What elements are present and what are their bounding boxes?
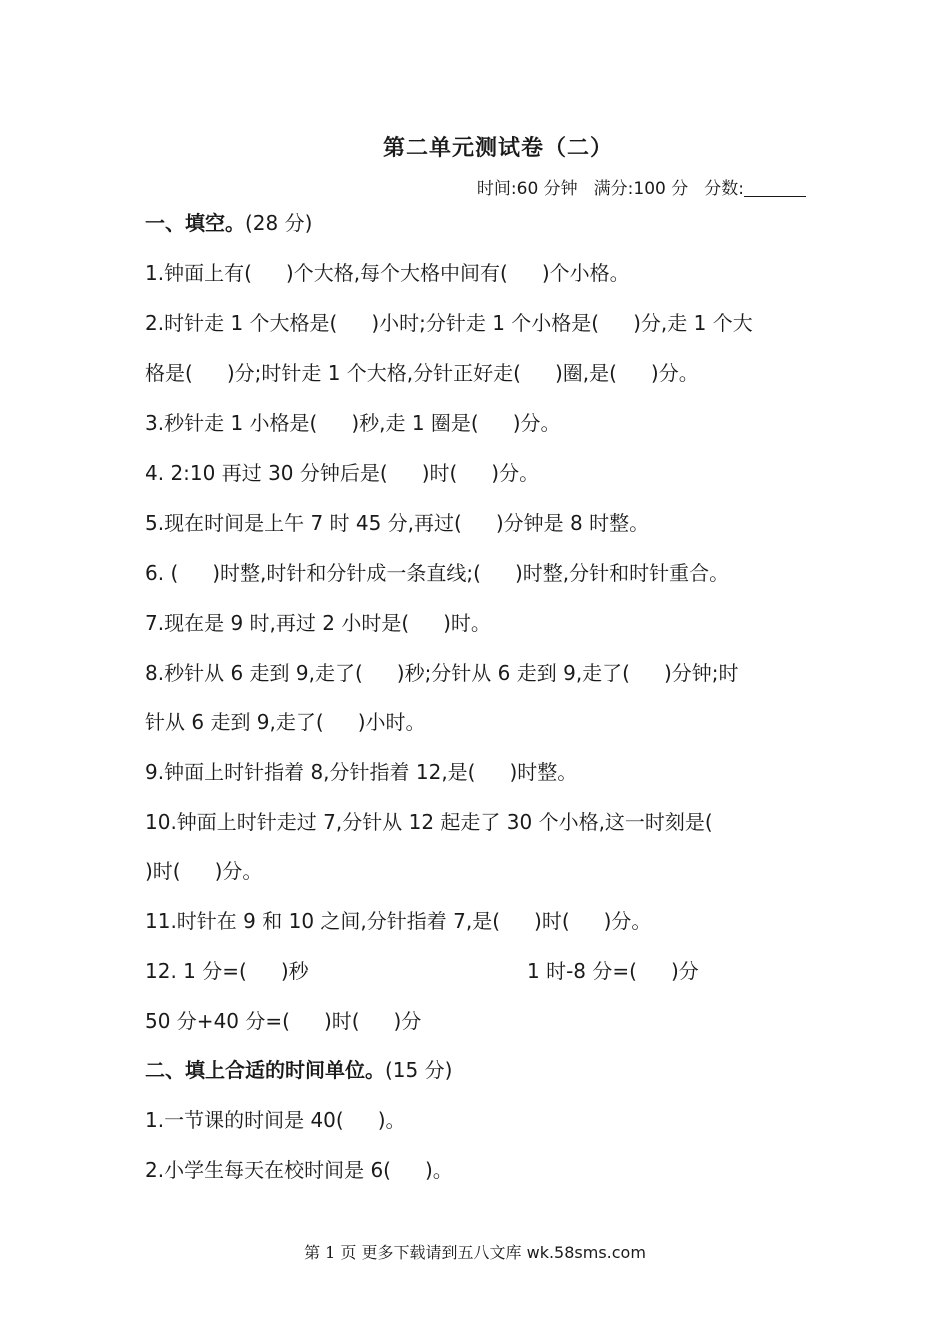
q-text: 2.小学生每天在校时间是 6( <box>145 1158 391 1182</box>
q-text: )时整,分针和时针重合。 <box>514 561 730 585</box>
q-text: 1 时-8 分=( <box>527 959 637 983</box>
question-8-line-1 <box>145 660 739 686</box>
question-8-line-2 <box>145 709 426 735</box>
q-text: )分。 <box>491 461 540 485</box>
q-text: 11.时针在 9 和 10 之间,分针指着 7,是( <box>145 909 501 933</box>
q-text: )分 <box>393 1009 422 1033</box>
q-text: 6. ( <box>145 561 179 585</box>
section-2-title: 二、填上合适的时间单位。 <box>145 1058 385 1082</box>
question-7 <box>145 610 491 636</box>
question-11 <box>145 908 651 934</box>
q-text: 4. 2:10 再过 30 分钟后是( <box>145 461 388 485</box>
q-text: )分;时针走 1 个大格,分针正好走( <box>226 361 521 385</box>
q-text: )时整,时针和分针成一条直线;( <box>212 561 481 585</box>
section-1-points: (28 分) <box>245 211 313 235</box>
question-10-line-2 <box>145 858 262 884</box>
q-text: )圈,是( <box>554 361 617 385</box>
q-text: )分钟;时 <box>664 661 739 685</box>
question-2-line-1 <box>145 310 753 336</box>
q-text: 7.现在是 9 时,再过 2 小时是( <box>145 611 410 635</box>
question-5 <box>145 510 649 536</box>
q-text: 50 分+40 分=( <box>145 1009 290 1033</box>
q-text: )秒;分针从 6 走到 9,走了( <box>396 661 630 685</box>
full-score: 满分:100 分 <box>593 179 689 199</box>
q-text: )分。 <box>512 411 561 435</box>
footer-site-link[interactable]: wk.58sms.com <box>526 1243 646 1262</box>
q-text: )小时;分针走 1 个小格是( <box>371 311 600 335</box>
q-text: )分。 <box>214 859 263 883</box>
q-text: 2.时针走 1 个大格是( <box>145 311 338 335</box>
q-text: 1.钟面上有( <box>145 261 252 285</box>
exam-meta <box>477 174 806 199</box>
section-1-title: 一、填空。 <box>145 211 245 235</box>
q-text: 3.秒针走 1 小格是( <box>145 411 318 435</box>
q-text: )。 <box>377 1108 406 1132</box>
q-text: )时( <box>323 1009 360 1033</box>
q-text: )时( <box>145 859 181 883</box>
q-text: 10.钟面上时针走过 7,分针从 12 起走了 30 个小格,这一时刻是( <box>145 810 713 834</box>
footer-page-text: 第 1 页 更多下载请到五八文库 <box>304 1243 522 1262</box>
q-text: 5.现在时间是上午 7 时 45 分,再过( <box>145 511 462 535</box>
question-2-line-2 <box>145 360 699 386</box>
question-1 <box>145 260 630 286</box>
q-text: )秒 <box>280 959 309 983</box>
q-text: )个小格。 <box>541 261 630 285</box>
question-6 <box>145 560 729 586</box>
q-text: 12. 1 分=( <box>145 959 247 983</box>
q-text: )个大格,每个大格中间有( <box>285 261 508 285</box>
question-10-line-1 <box>145 809 713 835</box>
question-12-a <box>145 958 309 984</box>
page-title: 第二单元测试卷（二） <box>382 135 613 161</box>
question-4 <box>145 460 539 486</box>
question-12-c <box>145 1008 421 1034</box>
q-text: 针从 6 走到 9,走了( <box>145 710 324 734</box>
section-2-question-2 <box>145 1157 453 1183</box>
q-text: 格是( <box>145 361 193 385</box>
q-text: )分。 <box>650 361 699 385</box>
section-heading-2 <box>145 1057 452 1083</box>
section-2-question-1 <box>145 1107 406 1133</box>
q-text: )时( <box>534 909 570 933</box>
q-text: )分 <box>670 959 699 983</box>
q-text: 9.钟面上时针指着 8,分针指着 12,是( <box>145 760 476 784</box>
section-heading-1 <box>145 210 312 236</box>
q-text: 8.秒针从 6 走到 9,走了( <box>145 661 363 685</box>
q-text: )秒,走 1 圈是( <box>351 411 479 435</box>
q-text: )时( <box>421 461 458 485</box>
page-footer <box>0 1240 950 1263</box>
section-2-points: (15 分) <box>385 1058 453 1082</box>
question-12-b <box>527 958 699 984</box>
q-text: )时整。 <box>509 760 578 784</box>
q-text: )小时。 <box>357 710 426 734</box>
question-3 <box>145 410 561 436</box>
q-text: )分。 <box>603 909 652 933</box>
score-blank <box>744 178 806 197</box>
q-text: 1.一节课的时间是 40( <box>145 1108 344 1132</box>
time-limit: 时间:60 分钟 <box>476 179 578 199</box>
score-label: 分数: <box>704 179 744 199</box>
q-text: )分钟是 8 时整。 <box>495 511 650 535</box>
question-9 <box>145 759 577 785</box>
q-text: )分,走 1 个大 <box>633 311 753 335</box>
q-text: )。 <box>424 1158 453 1182</box>
q-text: )时。 <box>443 611 491 635</box>
